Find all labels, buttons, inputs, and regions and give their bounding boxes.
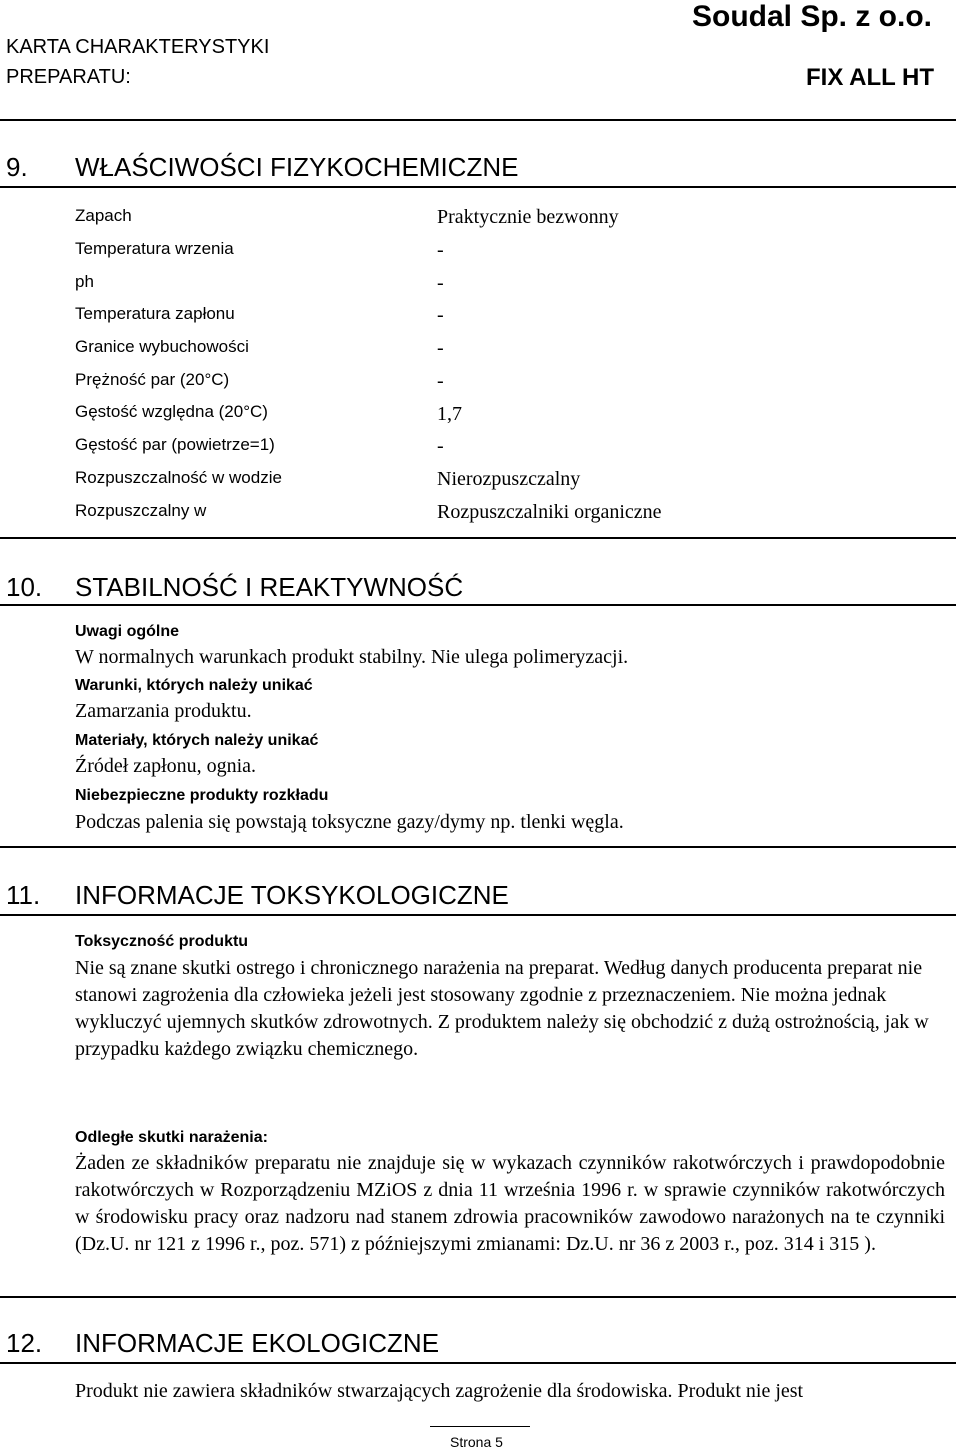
materials-to-avoid-heading: Materiały, których należy unikać bbox=[75, 732, 319, 749]
company-name: Soudal Sp. z o.o. bbox=[692, 0, 932, 33]
section-10-number: 10. bbox=[6, 572, 43, 602]
property-value: Rozpuszczalniki organiczne bbox=[437, 501, 662, 523]
decomposition-products-text: Podczas palenia się powstają toksyczne gazy/dymy np. tlenki węgla. bbox=[75, 811, 624, 833]
property-label: Gęstość względna (20°C) bbox=[75, 402, 268, 421]
footer-rule bbox=[430, 1426, 530, 1427]
doc-type: KARTA CHARAKTERYSTYKI bbox=[6, 36, 270, 58]
conditions-to-avoid-text: Zamarzania produktu. bbox=[75, 700, 252, 722]
section-9-rule bbox=[0, 119, 956, 121]
section-10-title: STABILNOŚĆ I REAKTYWNOŚĆ bbox=[75, 572, 464, 602]
property-value: Praktycznie bezwonny bbox=[437, 206, 619, 228]
section-12-number: 12. bbox=[6, 1328, 43, 1358]
section-11-title-rule bbox=[0, 914, 956, 916]
section-11-rule bbox=[0, 846, 956, 848]
property-value: - bbox=[437, 370, 444, 392]
section-12-rule bbox=[0, 1296, 956, 1298]
section-11-number: 11. bbox=[6, 880, 41, 910]
section-9-number: 9. bbox=[6, 152, 28, 182]
general-notes-heading: Uwagi ogólne bbox=[75, 623, 179, 640]
toxicity-text: Nie są znane skutki ostrego i chronicznego narażenia na preparat. Według danych producenta preparat nie stanowi zagrożenia dla człowieka jeżeli jest stosowany zgodnie z przeznaczeniem. Nie można jednak wykluczyć ujemnych skutków zdrowotnych. Z produktem należy się obchodzić z dużą ostrożnością, jak w przypadku każdego związku chemicznego. bbox=[75, 957, 929, 1060]
product-name: FIX ALL HT bbox=[806, 64, 934, 91]
property-label: ph bbox=[75, 272, 94, 291]
property-value: 1,7 bbox=[437, 403, 462, 425]
property-value: - bbox=[437, 272, 444, 294]
property-value: - bbox=[437, 337, 444, 359]
section-12-title: INFORMACJE EKOLOGICZNE bbox=[75, 1328, 440, 1358]
page-number: Strona 5 bbox=[450, 1434, 503, 1450]
property-label: Rozpuszczalny w bbox=[75, 501, 207, 520]
property-value: - bbox=[437, 435, 444, 457]
section-11-title: INFORMACJE TOKSYKOLOGICZNE bbox=[75, 880, 509, 910]
remote-effects-heading: Odległe skutki narażenia: bbox=[75, 1129, 268, 1146]
property-value: - bbox=[437, 239, 444, 261]
section-9-title: WŁAŚCIWOŚCI FIZYKOCHEMICZNE bbox=[75, 152, 519, 182]
property-value: Nierozpuszczalny bbox=[437, 468, 581, 490]
section-10-rule bbox=[0, 537, 956, 539]
conditions-to-avoid-heading: Warunki, których należy unikać bbox=[75, 677, 313, 694]
general-notes-text: W normalnych warunkach produkt stabilny. Nie ulega polimeryzacji. bbox=[75, 646, 629, 668]
section-9-title-rule bbox=[0, 186, 956, 188]
toxicity-heading: Toksyczność produktu bbox=[75, 933, 249, 950]
section-10-title-rule bbox=[0, 604, 956, 606]
section-12-title-rule bbox=[0, 1362, 956, 1364]
ecological-text: Produkt nie zawiera składników stwarzających zagrożenie dla środowiska. Produkt nie jest bbox=[75, 1380, 804, 1402]
property-label: Temperatura wrzenia bbox=[75, 239, 234, 258]
materials-to-avoid-text: Źródeł zapłonu, ognia. bbox=[75, 755, 257, 777]
property-label: Zapach bbox=[75, 206, 132, 225]
decomposition-products-heading: Niebezpieczne produkty rozkładu bbox=[75, 787, 329, 804]
property-label: Granice wybuchowości bbox=[75, 337, 249, 356]
property-label: Gęstość par (powietrze=1) bbox=[75, 435, 275, 454]
property-value: - bbox=[437, 304, 444, 326]
property-label: Prężność par (20°C) bbox=[75, 370, 230, 389]
preparation-label: PREPARATU: bbox=[6, 66, 131, 88]
remote-effects-text: Żaden ze składników preparatu nie znajduje się w wykazach czynników rakotwórczych i prawdopodobnie rakotwórczych w Rozporządzeniu MZiOS z dnia 11 września 1996 r. w sprawie czynników rakotwórczych w środowisku pracy oraz nadzoru nad stanem zdrowia pracowników zawodowo narażonych na te czynniki (Dz.U. nr 121 z 1996 r., poz. 571) z późniejszymi zmianami: Dz.U. nr 36 z 2003 r., poz. 314 i 315 ). bbox=[75, 1152, 945, 1255]
property-label: Temperatura zapłonu bbox=[75, 304, 235, 323]
property-label: Rozpuszczalność w wodzie bbox=[75, 468, 282, 487]
